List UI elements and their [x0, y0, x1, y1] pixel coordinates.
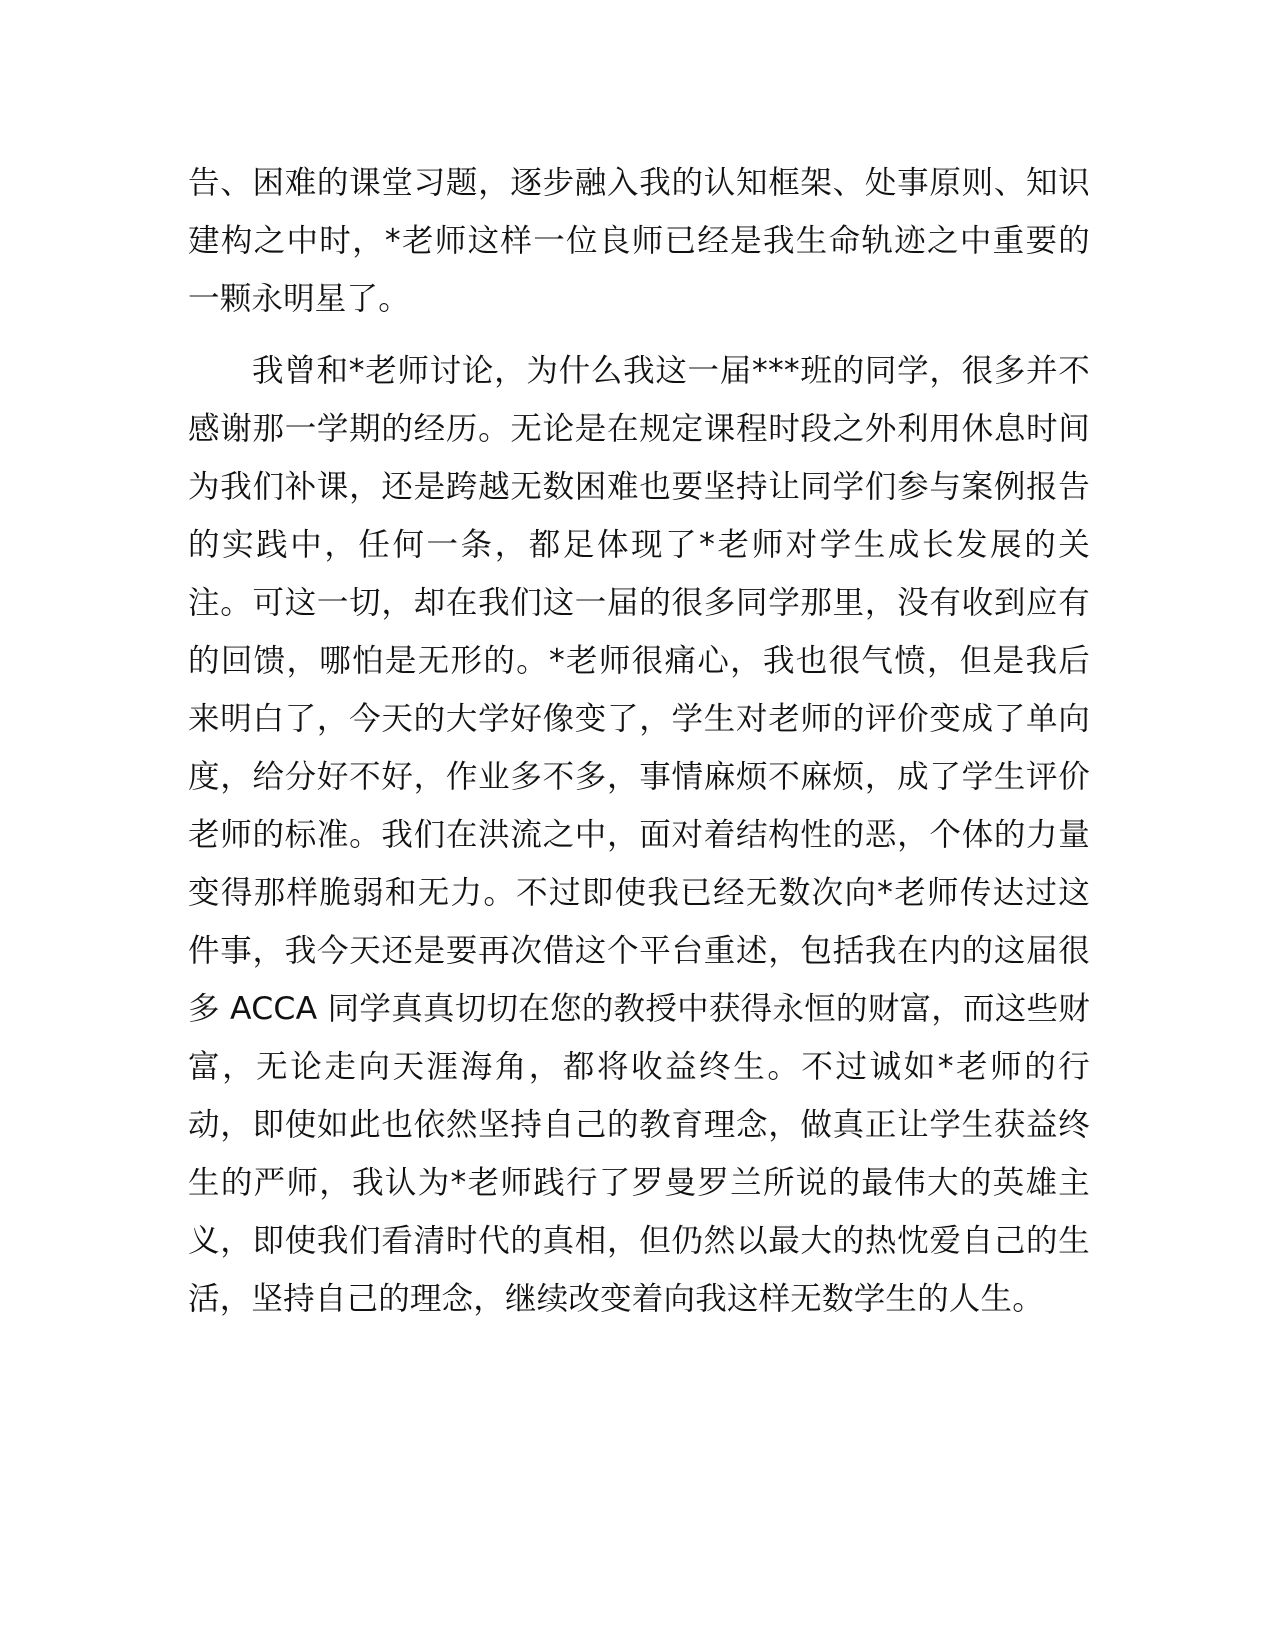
paragraph-2: 我曾和*老师讨论，为什么我这一届***班的同学，很多并不感谢那一学期的经历。无论是在规定课程时段之外利用休息时间为我们补课，还是跨越无数困难也要坚持让同学们参与案例报告的实践中，任何一条，都足体现了*老师对学生成长发展的关注。可这一切，却在我们这一届的很多同学那里，没有收到应有的回馈，哪怕是无形的。*老师很痛心，我也很气愤，但是我后来明白了，今天的大学好像变了，学生对老师的评价变成了单向度，给分好不好，作业多不多，事情麻烦不麻烦，成了学生评价老师的标准。我们在洪流之中，面对着结构性的恶，个体的力量变得那样脆弱和无力。不过即使我已经无数次向*老师传达过这件事，我今天还是要再次借这个平台重述，包括我在内的这届很多 ACCA 同学真真切切在您的教授中获得永恒的财富，而这些财富，无论走向天涯海角，都将收益终生。不过诚如*老师的行动，即使如此也依然坚持自己的教育理念，做真正让学生获益终生的严师，我认为*老师践行了罗曼罗兰所说的最伟大的英雄主义，即使我们看清时代的真相，但仍然以最大的热忱爱自己的生活，坚持自己的理念，继续改变着向我这样无数学生的人生。 [188, 353, 1090, 1317]
document-body [188, 154, 1090, 1328]
paragraph-1: 告、困难的课堂习题，逐步融入我的认知框架、处事原则、知识建构之中时，*老师这样一位良师已经是我生命轨迹之中重要的一颗永明星了。 [188, 165, 1090, 317]
